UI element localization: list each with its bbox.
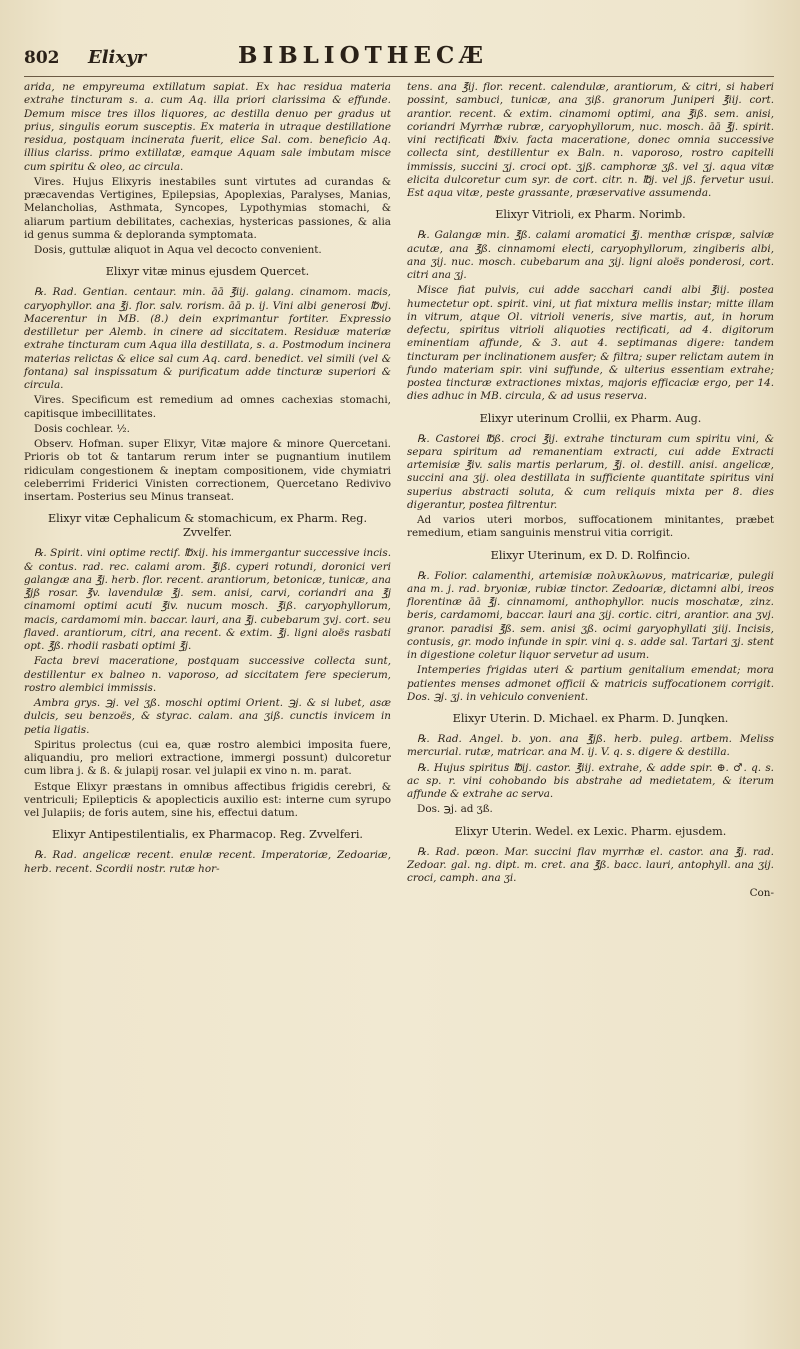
paragraph: Ambra grys. ℈j. vel ʒß. moschi optimi Orient. ℈j. & si lubet, asæ dulcis, seu benzoës, & styrac. calam. ana ʒiß. cunctis invicem in petia ligatis. — [24, 697, 391, 736]
right-column — [407, 81, 774, 901]
section-heading: Elixyr vitæ minus ejusdem Quercet. — [105, 265, 310, 279]
recipe-paragraph: ℞. Castorei ℔ß. croci ℥ij. extrahe tincturam cum spiritu vini, & separa spiritum ad remanentiam extracti, cui adde Extracti artemisiæ ℥iv. salis martis perlarum, ℥j. ol. destill. anisi. angelicæ, succini ana ʒij. olea destillata in sufficiente quantitate spiritus vini superius abstracti soluta, & cum reliquis mixta per 8. dies digerantur, postea filtrentur. — [407, 432, 774, 511]
running-header — [24, 42, 774, 77]
recipe-paragraph: ℞. Galangæ min. ℥ß. calami aromatici ℥j. menthæ crispæ, salviæ acutæ, ana ℥ß. cinnamomi electi, caryophyllorum, zingiberis albi, ana ʒij. nuc. mosch. cubebarum ana ʒij. ligni aloës ponderosi, cort. citri ana ʒj. — [407, 229, 774, 281]
paragraph: Spiritus prolectus (cui ea, quæ rostro alembici imposita fuere, aliquandiu, pro meliori extractione, immergi possunt) dulcoretur cum libra j. & ß. & julapij rosar. vel julapii ex vino n. m. parat. — [24, 738, 391, 778]
section-heading: Elixyr Antipestilentialis, ex Pharmacop. Reg. Zvvelferi. — [52, 828, 363, 842]
text-columns — [24, 81, 774, 901]
running-word: Elixyr — [88, 47, 147, 68]
recipe-paragraph: ℞. Rad. Gentian. centaur. min. āā ℥iij. galang. cinamom. macis, caryophyllor. ana ℥j. flor. salv. rorism. āā p. ij. Vini albi generosi ℔vj. Macerentur in MB. (8.) dein exprimantur fortiter. Expressio destilletur per Alemb. in cinere ad siccitatem. Residuæ materiæ extrahe tincturam cum Aqua illa destillata, s. a. Postmodum incinera materias relictas & elice sal cum Aq. card. benedict. vel simili (vel & fontana) sal inspissatum & purificatum adde tincturæ superiori & circula. — [24, 286, 391, 391]
paragraph: Vires. Hujus Elixyris inestabiles sunt virtutes ad curandas & præcavendas Vertigines, Epilepsias, Apoplexias, Paralyses, Manias, Melancholias, Asthmata, Syncopes, Lypothymias stomachi, & aliarum partium debilitates, cachexias, hystericas passiones, & alia id genus summa & deploranda symptomata. — [24, 175, 391, 241]
paragraph: Dosis, guttulæ aliquot in Aqua vel decocto convenient. — [34, 244, 322, 256]
recipe-paragraph: ℞. Folior. calamenthi, artemisiæ πολυκλωνυs, matricariæ, pulegii ana m. j. rad. bryoniæ, rubiæ tinctor. Zedoariæ, dictamni albi, ireos florentinæ āā ℥j. cinnamomi, anthophyllor. nucis moschatæ, zinz. beris, cardamomi, baccar. lauri ana ʒij. cortic. citri, arantior. ana ʒvj. granor. paradisi ℥ß. sem. anisi ʒß. ocimi garyophyllati ʒiij. Incisis, contusis, gr. modo infunde in spir. vini q. s. adde sal. Tartari ʒj. stent in digestione coletur liquor servetur ad usum. — [407, 569, 774, 661]
page-number: 802 — [24, 48, 60, 68]
paragraph: Dosis cochlear. ½. — [34, 422, 130, 435]
paragraph: Estque Elixyr præstans in omnibus affectibus frigidis cerebri, & ventriculi; Epilepticis & apoplecticis auxilio est: interne cum syrupo vel Julapiis; de foris autem, sine his, effectui datum. — [24, 780, 391, 819]
section-heading: Elixyr vitæ Cephalicum & stomachicum, ex Pharm. Reg. Zvvelfer. — [47, 512, 368, 540]
recipe-paragraph: ℞. Spirit. vini optime rectif. ℔xij. his immergantur successive incis. & contus. rad. rec. calami arom. ℥iß. cyperi rotundi, doronici veri galangæ ana ℥j. herb. flor. recent. arantiorum, betonicæ, tunicæ, ana ℥jß rosar. ℥v. lavendulæ ℥j. sem. anisi, carvi, coriandri ana ℥j cinamomi optimi acuti ℥iv. nucum mosch. ℥iß. caryophyllorum, macis, cardamomi min. baccar. lauri, ana ℥j. cubebarum ʒvj. cort. seu flaved. arantiorum, citri, ana recent. & extim. ℥j. ligni aloës rasbati opt. ℥ß. rhodii rasbati optimi ℥j. — [24, 547, 391, 652]
paragraph: Dos. ℈j. ad ʒß. — [417, 803, 493, 816]
recipe-paragraph: ℞. Rad. angelicæ recent. enulæ recent. Imperatoriæ, Zedoariæ, herb. recent. Scordii nostr. rutæ hor- — [24, 849, 391, 875]
catchword: Con- — [749, 887, 774, 900]
paragraph: tens. ana ℥ij. flor. recent. calendulæ, arantiorum, & citri, si haberi possint, sambuci, tunicæ, ana ʒiß. granorum Juniperi ℥iij. cort. arantior. recent. & extim. cinamomi optimi, ana ℥iß. sem. anisi, coriandri Myrrhæ rubræ, caryophyllorum, nuc. mosch. āā ℥j. spirit. vini rectificati ℔xiv. facta maceratione, donec omnia successive collecta sint, destillentur ex Baln. n. vaporoso, rostro capitelli immissis, succini ʒj. croci opt. ʒjß. camphoræ ʒß. vel ʒj. aqua vitæ elicita dulcoretur cum syr. de cort. citr. n. ℔j. vel jß. fervetur usui. Est aqua vitæ, peste grassante, præservative assumenda. — [407, 81, 774, 199]
recipe-paragraph: ℞. Rad. Angel. b. yon. ana ℥jß. herb. puleg. artbem. Meliss mercurial. rutæ, matricar. ana M. ij. V. q. s. digere & destilla. — [407, 733, 774, 759]
left-column — [24, 81, 391, 901]
recipe-paragraph: ℞. Hujus spiritus ℔ij. castor. ℥iij. extrahe, & adde spir. ⊕. ♂. q. s. ac sp. r. vini cohobando bis abstrahe ad medietatem, & iterum affunde & extrahe ac serva. — [407, 761, 774, 800]
section-heading: Elixyr Vitrioli, ex Pharm. Norimb. — [495, 208, 686, 222]
paragraph: Ad varios uteri morbos, suffocationem minitantes, præbet remedium, etiam sanguinis menstrui vitia corrigit. — [407, 514, 774, 540]
recipe-paragraph: ℞. Rad. pœon. Mar. succini flav myrrhæ el. castor. ana ℥j. rad. Zedoar. gal. ng. dipt. m. cret. ana ℥ß. bacc. lauri, antophyll. ana ʒij. croci, camph. ana ʒi. — [407, 845, 774, 884]
section-heading: Elixyr Uterin. Wedel. ex Lexic. Pharm. ejusdem. — [454, 824, 727, 838]
section-heading: Elixyr Uterinum, ex D. D. Rolfincio. — [490, 548, 691, 562]
paragraph: Intemperies frigidas uteri & partium genitalium emendat; mora patientes menses admonet officii & matricis suffocationem corrigit. Dos. ℈j. ʒj. in vehiculo convenient. — [407, 664, 774, 703]
paragraph: Misce fiat pulvis, cui adde sacchari candi albi ℥iij. postea humectetur opt. spirit. vini, ut fiat mixtura mellis instar; mitte illam in vitrum, atque Ol. vitrioli veneris, sive martis, aut, in horum defectu, spiritus vitrioli aliquoties rectificati, ad 4. digitorum eminentiam affunde, & 3. aut 4. septimanas digere: tandem tincturam per inclinationem ausfer; & filtra; super relictam autem in fundo materiam spir. vini suffunde, & ulterius essentiam extrahe; postea tincturæ extractiones mixtas, majoris efficaciæ ergo, per 14. dies adhuc in MB. circula, & ad usus reserva. — [407, 284, 774, 403]
paragraph: Observ. Hofman. super Elixyr, Vitæ majore & minore Quercetani. Prioris ob tot & tantarum rerum inter se pugnantium inutilem ridiculam congestionem & ineptam compositionem, vide chymiatri celeberrimi Friderici Vinisten correctionem, Quercetano Redivivo insertam. Posterius seu Minus transeat. — [24, 438, 391, 503]
paragraph: arida, ne empyreuma extillatum sapiat. Ex hac residua materia extrahe tincturam s. a. cum Aq. illa priori clarissima & effunde. Demum misce tres illos liquores, ac destilla denuo per gradus ut prius, singulis eorum susceptis. Ex materia in utraque destillatione residua, postquam incinerata fuerit, elice Sal. com. beneficio Aq. illius clariss. primo extillatæ, eamque Aquam sale imbutam misce cum spiritu & oleo, ac circula. — [24, 81, 391, 173]
section-heading: Elixyr Uterin. D. Michael. ex Pharm. D. Junqken. — [452, 712, 729, 725]
section-heading: Elixyr uterinum Crollii, ex Pharm. Aug. — [479, 411, 702, 425]
paragraph: Facta brevi maceratione, postquam successive collecta sunt, destillentur ex balneo n. vaporoso, ad siccitatem fere specierum, rostro alembici immissis. — [24, 655, 391, 694]
paragraph: Vires. Specificum est remedium ad omnes cachexias stomachi, capitisque imbecillitates. — [24, 394, 391, 420]
page-title: BIBLIOTHECÆ — [238, 42, 489, 69]
